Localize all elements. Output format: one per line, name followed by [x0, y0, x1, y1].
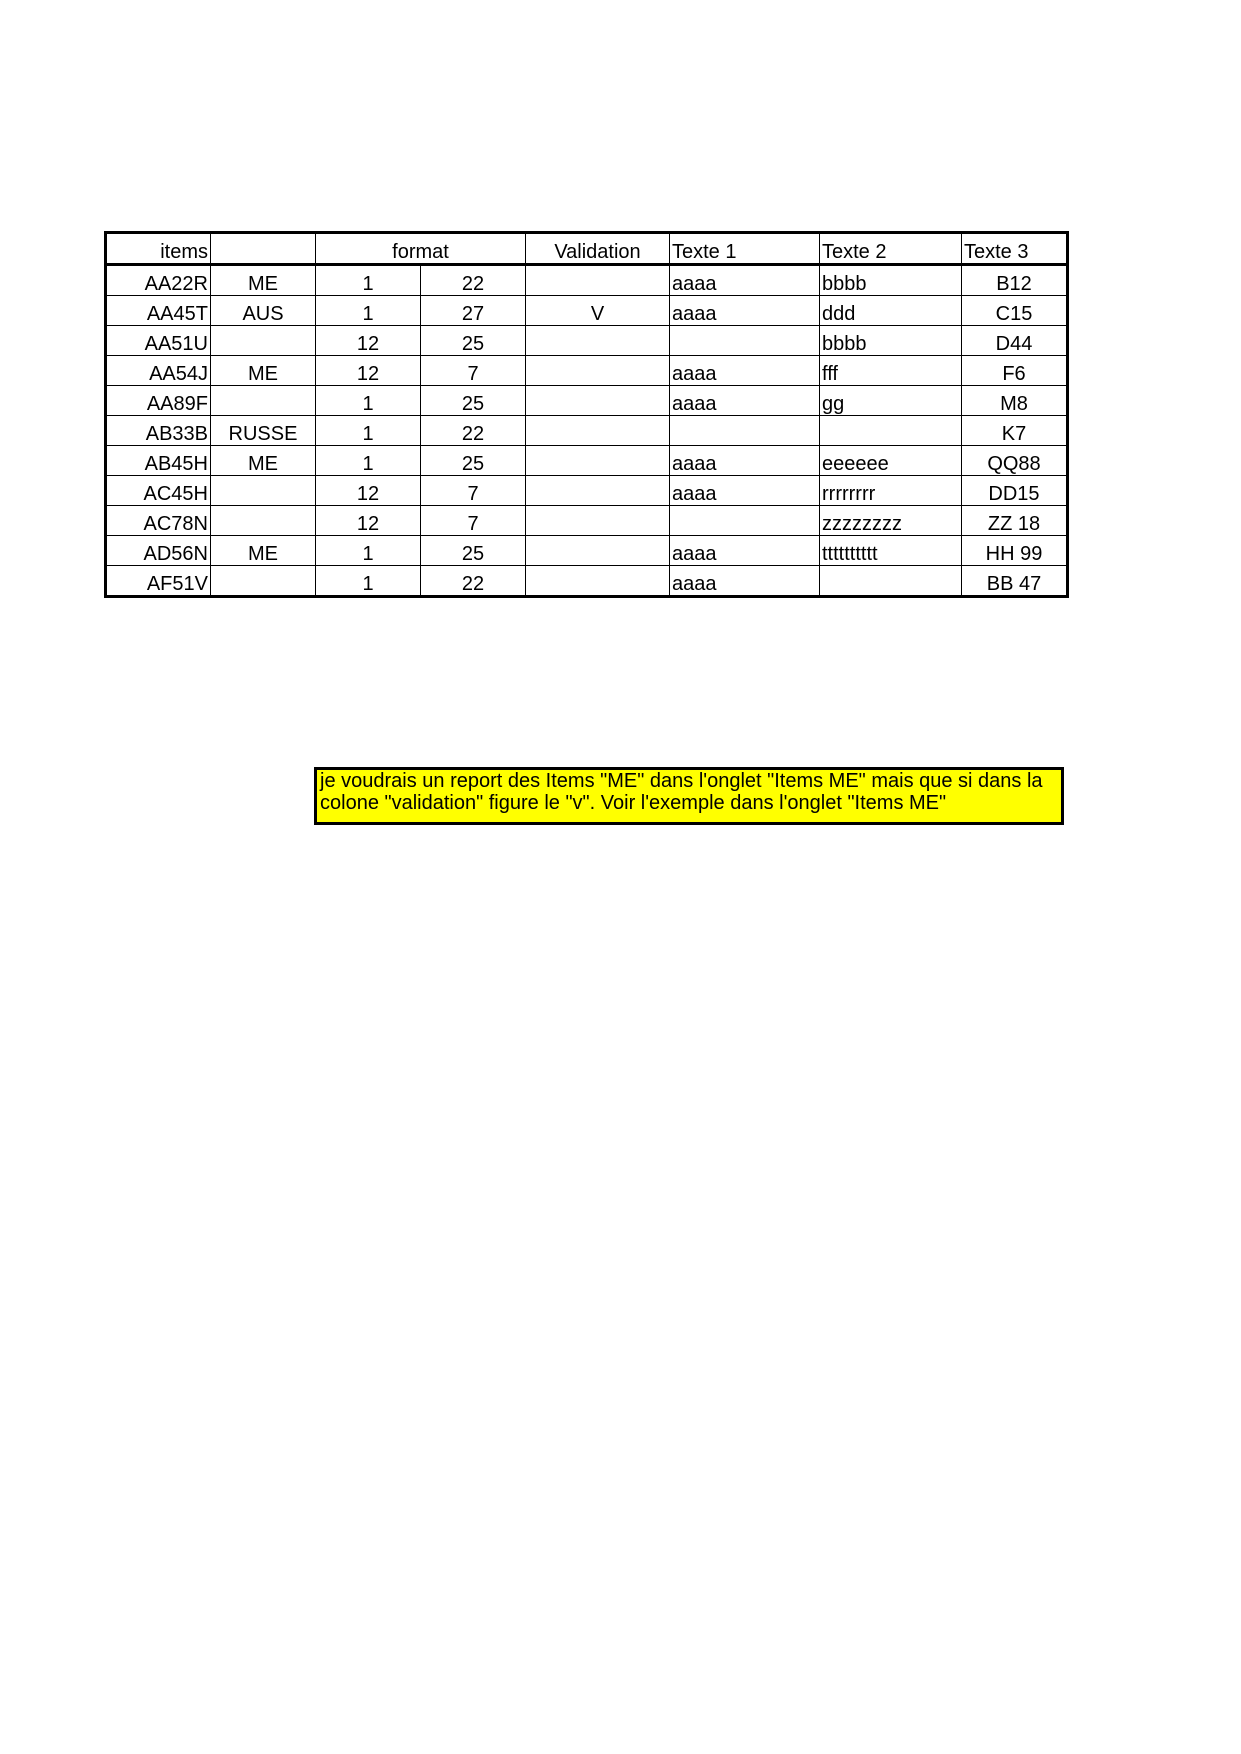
cell-format-1: 1 [316, 446, 421, 476]
cell-format-1: 1 [316, 536, 421, 566]
cell-texte-2: rrrrrrrr [820, 476, 962, 506]
table-row [106, 356, 1068, 386]
cell-validation [526, 326, 670, 356]
cell-item: AA54J [106, 356, 211, 386]
cell-item: AC45H [106, 476, 211, 506]
cell-validation: V [526, 296, 670, 326]
cell-texte-1: aaaa [670, 446, 820, 476]
cell-format-1: 12 [316, 506, 421, 536]
cell-texte-2: eeeeee [820, 446, 962, 476]
cell-texte-1: aaaa [670, 296, 820, 326]
cell-category: RUSSE [211, 416, 316, 446]
cell-format-2: 7 [421, 476, 526, 506]
cell-texte-1 [670, 416, 820, 446]
table-row [106, 265, 1068, 296]
table-row [106, 476, 1068, 506]
cell-texte-3: K7 [962, 416, 1068, 446]
cell-format-2: 22 [421, 416, 526, 446]
cell-category: ME [211, 446, 316, 476]
cell-texte-1: aaaa [670, 386, 820, 416]
cell-texte-1 [670, 506, 820, 536]
cell-format-2: 22 [421, 265, 526, 296]
header-format: format [316, 233, 526, 265]
cell-texte-2: tttttttttt [820, 536, 962, 566]
cell-texte-1: aaaa [670, 536, 820, 566]
cell-texte-3: DD15 [962, 476, 1068, 506]
cell-texte-3: BB 47 [962, 566, 1068, 597]
cell-texte-3: F6 [962, 356, 1068, 386]
cell-texte-2: zzzzzzzz [820, 506, 962, 536]
table-row [106, 326, 1068, 356]
cell-category [211, 386, 316, 416]
cell-category: AUS [211, 296, 316, 326]
cell-format-1: 1 [316, 566, 421, 597]
cell-texte-3: D44 [962, 326, 1068, 356]
cell-item: AA45T [106, 296, 211, 326]
cell-format-1: 1 [316, 386, 421, 416]
cell-format-2: 25 [421, 446, 526, 476]
cell-validation [526, 446, 670, 476]
header-row [106, 233, 1068, 265]
cell-category [211, 506, 316, 536]
header-category [211, 233, 316, 265]
cell-format-2: 25 [421, 386, 526, 416]
table-row [106, 506, 1068, 536]
cell-texte-2 [820, 416, 962, 446]
table-row [106, 386, 1068, 416]
cell-validation [526, 536, 670, 566]
header-texte-3: Texte 3 [962, 233, 1068, 265]
cell-format-1: 12 [316, 476, 421, 506]
cell-texte-3: QQ88 [962, 446, 1068, 476]
items-table [104, 231, 1069, 598]
cell-validation [526, 566, 670, 597]
cell-texte-1: aaaa [670, 265, 820, 296]
cell-item: AA51U [106, 326, 211, 356]
cell-texte-2: ddd [820, 296, 962, 326]
cell-category [211, 476, 316, 506]
cell-validation [526, 416, 670, 446]
table-row [106, 416, 1068, 446]
cell-item: AA22R [106, 265, 211, 296]
cell-category [211, 326, 316, 356]
cell-texte-1: aaaa [670, 356, 820, 386]
cell-item: AB33B [106, 416, 211, 446]
cell-texte-3: ZZ 18 [962, 506, 1068, 536]
cell-format-1: 1 [316, 265, 421, 296]
cell-category: ME [211, 536, 316, 566]
cell-texte-3: C15 [962, 296, 1068, 326]
cell-texte-3: B12 [962, 265, 1068, 296]
cell-texte-3: HH 99 [962, 536, 1068, 566]
cell-texte-1 [670, 326, 820, 356]
cell-format-2: 7 [421, 506, 526, 536]
cell-format-1: 12 [316, 326, 421, 356]
instruction-note [314, 767, 1064, 825]
table-row [106, 536, 1068, 566]
cell-format-2: 7 [421, 356, 526, 386]
cell-validation [526, 356, 670, 386]
cell-format-1: 12 [316, 356, 421, 386]
cell-validation [526, 386, 670, 416]
cell-texte-2 [820, 566, 962, 597]
cell-texte-2: bbbb [820, 265, 962, 296]
cell-item: AA89F [106, 386, 211, 416]
cell-category [211, 566, 316, 597]
cell-texte-1: aaaa [670, 566, 820, 597]
cell-validation [526, 476, 670, 506]
cell-texte-1: aaaa [670, 476, 820, 506]
cell-format-2: 25 [421, 536, 526, 566]
cell-category: ME [211, 265, 316, 296]
cell-validation [526, 506, 670, 536]
header-validation: Validation [526, 233, 670, 265]
cell-texte-2: fff [820, 356, 962, 386]
cell-format-2: 25 [421, 326, 526, 356]
header-texte-1: Texte 1 [670, 233, 820, 265]
header-texte-2: Texte 2 [820, 233, 962, 265]
cell-item: AF51V [106, 566, 211, 597]
cell-item: AB45H [106, 446, 211, 476]
cell-format-2: 22 [421, 566, 526, 597]
cell-format-2: 27 [421, 296, 526, 326]
cell-format-1: 1 [316, 416, 421, 446]
cell-texte-2: bbbb [820, 326, 962, 356]
table-row [106, 296, 1068, 326]
instruction-note-text: je voudrais un report des Items "ME" dans l'onglet "Items ME" mais que si dans la colone "validation" figure le "v". Voir l'exemple dans l'onglet "Items ME" [320, 770, 1043, 814]
table-row [106, 566, 1068, 597]
cell-format-1: 1 [316, 296, 421, 326]
cell-item: AD56N [106, 536, 211, 566]
cell-texte-3: M8 [962, 386, 1068, 416]
header-items: items [106, 233, 211, 265]
cell-category: ME [211, 356, 316, 386]
cell-texte-2: gg [820, 386, 962, 416]
cell-item: AC78N [106, 506, 211, 536]
table-row [106, 446, 1068, 476]
cell-validation [526, 265, 670, 296]
